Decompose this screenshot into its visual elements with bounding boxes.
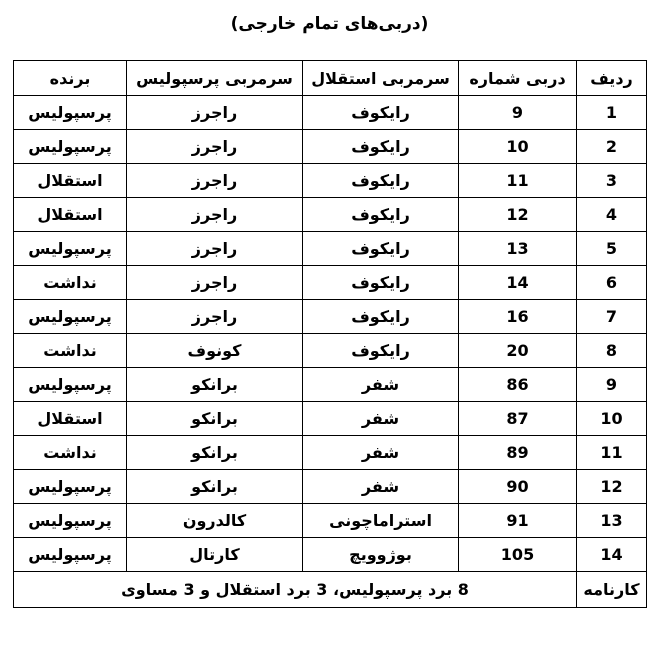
header-winner: برنده	[14, 61, 127, 96]
table-row	[14, 470, 647, 504]
cell-derby-number: 13	[459, 232, 577, 266]
cell-esteghlal-coach: شفر	[303, 436, 459, 470]
table-row	[14, 232, 647, 266]
cell-derby-number: 9	[459, 96, 577, 130]
cell-winner: نداشت	[14, 436, 127, 470]
page-title: (دربی‌های تمام خارجی)	[230, 14, 429, 34]
cell-esteghlal-coach: رایکوف	[303, 96, 459, 130]
table-header-row	[14, 61, 647, 96]
cell-derby-number: 12	[459, 198, 577, 232]
cell-row-number: 12	[577, 470, 647, 504]
header-perspolis-coach: سرمربی پرسپولیس	[127, 61, 303, 96]
cell-derby-number: 14	[459, 266, 577, 300]
table-row	[14, 538, 647, 572]
derby-table	[13, 60, 647, 608]
cell-winner: پرسپولیس	[14, 300, 127, 334]
table-row	[14, 130, 647, 164]
summary-label: کارنامه	[577, 572, 647, 608]
table-row	[14, 96, 647, 130]
table-row	[14, 334, 647, 368]
cell-row-number: 11	[577, 436, 647, 470]
cell-perspolis-coach: راجرز	[127, 232, 303, 266]
cell-winner: استقلال	[14, 402, 127, 436]
cell-winner: پرسپولیس	[14, 470, 127, 504]
cell-perspolis-coach: راجرز	[127, 300, 303, 334]
cell-derby-number: 105	[459, 538, 577, 572]
cell-esteghlal-coach: رایکوف	[303, 232, 459, 266]
cell-derby-number: 86	[459, 368, 577, 402]
table-row	[14, 504, 647, 538]
cell-esteghlal-coach: رایکوف	[303, 164, 459, 198]
cell-row-number: 7	[577, 300, 647, 334]
cell-winner: پرسپولیس	[14, 538, 127, 572]
cell-derby-number: 90	[459, 470, 577, 504]
cell-derby-number: 89	[459, 436, 577, 470]
cell-derby-number: 87	[459, 402, 577, 436]
cell-row-number: 9	[577, 368, 647, 402]
cell-derby-number: 20	[459, 334, 577, 368]
cell-row-number: 3	[577, 164, 647, 198]
cell-perspolis-coach: کونوف	[127, 334, 303, 368]
table-row	[14, 198, 647, 232]
table-row	[14, 300, 647, 334]
cell-esteghlal-coach: رایکوف	[303, 266, 459, 300]
cell-perspolis-coach: راجرز	[127, 198, 303, 232]
cell-winner: پرسپولیس	[14, 504, 127, 538]
cell-esteghlal-coach: استراماچونی	[303, 504, 459, 538]
cell-winner: نداشت	[14, 266, 127, 300]
cell-esteghlal-coach: رایکوف	[303, 198, 459, 232]
cell-perspolis-coach: برانکو	[127, 368, 303, 402]
cell-row-number: 13	[577, 504, 647, 538]
cell-perspolis-coach: برانکو	[127, 470, 303, 504]
cell-esteghlal-coach: رایکوف	[303, 300, 459, 334]
summary-row	[14, 572, 647, 608]
header-esteghlal-coach: سرمربی استقلال	[303, 61, 459, 96]
header-derby-number: دربی شماره	[459, 61, 577, 96]
cell-esteghlal-coach: شفر	[303, 470, 459, 504]
cell-row-number: 6	[577, 266, 647, 300]
cell-row-number: 10	[577, 402, 647, 436]
cell-derby-number: 11	[459, 164, 577, 198]
cell-perspolis-coach: راجرز	[127, 130, 303, 164]
cell-esteghlal-coach: شفر	[303, 402, 459, 436]
cell-winner: پرسپولیس	[14, 232, 127, 266]
cell-row-number: 14	[577, 538, 647, 572]
table-row	[14, 164, 647, 198]
cell-winner: پرسپولیس	[14, 130, 127, 164]
table-body	[14, 96, 647, 572]
table-row	[14, 266, 647, 300]
table-row	[14, 402, 647, 436]
cell-derby-number: 91	[459, 504, 577, 538]
table-row	[14, 368, 647, 402]
summary-value: 8 برد پرسپولیس، 3 برد استقلال و 3 مساوی	[14, 572, 577, 608]
cell-winner: نداشت	[14, 334, 127, 368]
cell-esteghlal-coach: رایکوف	[303, 334, 459, 368]
cell-perspolis-coach: کارتال	[127, 538, 303, 572]
cell-derby-number: 16	[459, 300, 577, 334]
cell-winner: استقلال	[14, 198, 127, 232]
header-row-number: ردیف	[577, 61, 647, 96]
cell-perspolis-coach: برانکو	[127, 436, 303, 470]
cell-perspolis-coach: راجرز	[127, 266, 303, 300]
cell-perspolis-coach: برانکو	[127, 402, 303, 436]
cell-perspolis-coach: راجرز	[127, 96, 303, 130]
cell-row-number: 8	[577, 334, 647, 368]
cell-row-number: 1	[577, 96, 647, 130]
cell-derby-number: 10	[459, 130, 577, 164]
cell-esteghlal-coach: بوژوویچ	[303, 538, 459, 572]
cell-row-number: 4	[577, 198, 647, 232]
cell-row-number: 5	[577, 232, 647, 266]
cell-winner: پرسپولیس	[14, 96, 127, 130]
table-row	[14, 436, 647, 470]
cell-perspolis-coach: راجرز	[127, 164, 303, 198]
cell-row-number: 2	[577, 130, 647, 164]
cell-perspolis-coach: کالدرون	[127, 504, 303, 538]
cell-winner: پرسپولیس	[14, 368, 127, 402]
cell-winner: استقلال	[14, 164, 127, 198]
cell-esteghlal-coach: شفر	[303, 368, 459, 402]
cell-esteghlal-coach: رایکوف	[303, 130, 459, 164]
